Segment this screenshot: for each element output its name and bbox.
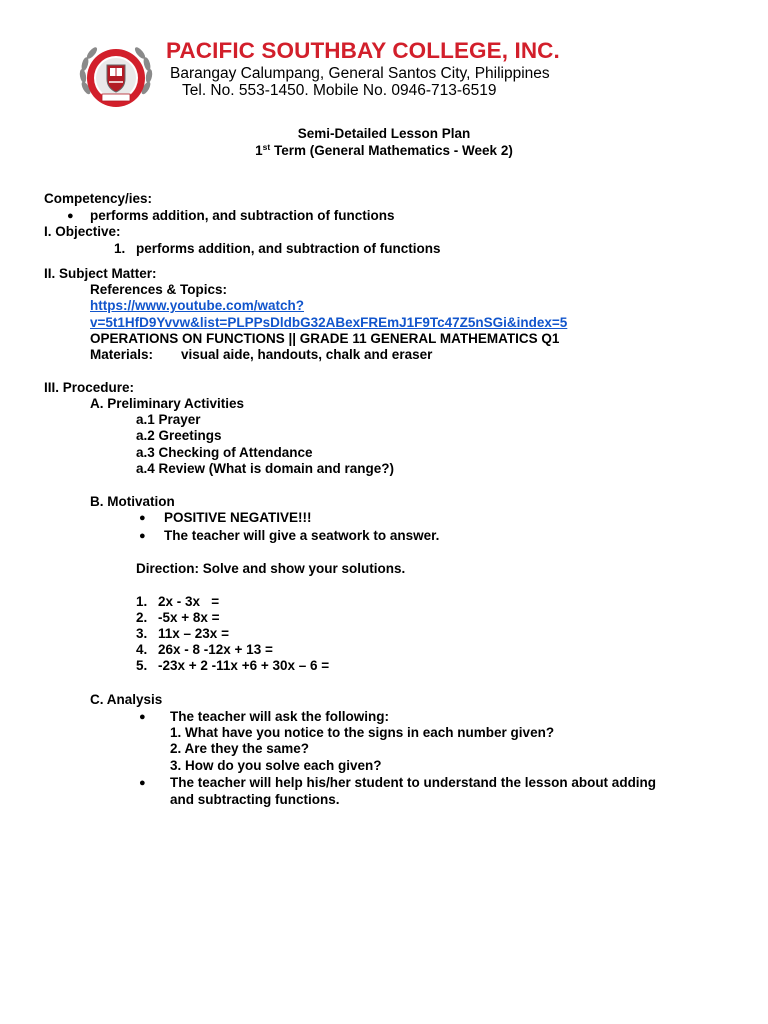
exercise-item: 2x - 3x =: [158, 594, 220, 609]
procedure-heading: III. Procedure:: [44, 380, 135, 395]
exercise-item: -23x + 2 -11x +6 + 30x – 6 =: [158, 658, 330, 673]
college-name: PACIFIC SOUTHBAY COLLEGE, INC.: [166, 38, 560, 63]
exercise-number: 1.: [136, 594, 148, 609]
preliminary-item: a.2 Greetings: [136, 428, 222, 443]
subject-matter-heading: II. Subject Matter:: [44, 266, 157, 281]
references-label: References & Topics:: [90, 282, 228, 297]
analysis-bullet: The teacher will ask the following:: [170, 709, 390, 724]
college-address: Barangay Calumpang, General Santos City, Philippines: [170, 65, 550, 82]
preliminary-item: a.3 Checking of Attendance: [136, 445, 313, 460]
exercise-number: 4.: [136, 642, 148, 657]
bullet-icon: ●: [139, 711, 146, 723]
analysis-bullet: The teacher will help his/her student to understand the lesson about adding: [170, 775, 657, 790]
exercise-item: 26x - 8 -12x + 13 =: [158, 642, 273, 657]
competency-heading: Competency/ies:: [44, 191, 153, 206]
analysis-question: 1. What have you notice to the signs in each number given?: [170, 725, 555, 740]
bullet-icon: ●: [67, 210, 74, 222]
letterhead: [0, 0, 768, 120]
exercise-number: 5.: [136, 658, 148, 673]
plan-title: Semi-Detailed Lesson Plan: [297, 126, 471, 141]
preliminary-item: a.1 Prayer: [136, 412, 201, 427]
analysis-question: 2. Are they the same?: [170, 741, 310, 756]
exercise-item: -5x + 8x =: [158, 610, 220, 625]
motivation-heading: B. Motivation: [90, 494, 175, 509]
bullet-icon: ●: [139, 530, 146, 542]
college-contact: Tel. No. 553-1450. Mobile No. 0946-713-6519: [182, 82, 497, 99]
topic-title: OPERATIONS ON FUNCTIONS || GRADE 11 GENERAL MATHEMATICS Q1: [90, 331, 560, 346]
analysis-heading: C. Analysis: [90, 692, 163, 707]
materials-value: visual aide, handouts, chalk and eraser: [181, 347, 433, 362]
objective-number: 1.: [114, 241, 126, 256]
exercise-item: 11x – 23x =: [158, 626, 229, 641]
motivation-bullet: The teacher will give a seatwork to answer.: [164, 528, 440, 543]
bullet-icon: ●: [139, 777, 146, 789]
objective-heading: I. Objective:: [44, 224, 121, 239]
analysis-question: 3. How do you solve each given?: [170, 758, 382, 773]
plan-term: 1st Term (General Mathematics - Week 2): [255, 142, 513, 158]
competency-item: performs addition, and subtraction of functions: [90, 208, 395, 223]
bullet-icon: ●: [139, 512, 146, 524]
exercise-number: 2.: [136, 610, 148, 625]
analysis-bullet-continued: and subtracting functions.: [170, 792, 340, 807]
reference-link-line1[interactable]: https://www.youtube.com/watch?: [90, 298, 305, 313]
college-seal-logo: [76, 38, 156, 118]
materials-label: Materials:: [90, 347, 154, 362]
reference-link-line2[interactable]: v=5t1HfD9Yvvw&list=PLPPsDldbG32ABexFREmJ1F9Tc47Z5nSGi&index=5: [90, 315, 568, 330]
objective-item: performs addition, and subtraction of functions: [136, 241, 441, 256]
exercise-number: 3.: [136, 626, 148, 641]
motivation-bullet: POSITIVE NEGATIVE!!!: [164, 510, 312, 525]
preliminary-heading: A. Preliminary Activities: [90, 396, 245, 411]
preliminary-item: a.4 Review (What is domain and range?): [136, 461, 395, 476]
direction-text: Direction: Solve and show your solutions.: [136, 561, 406, 576]
